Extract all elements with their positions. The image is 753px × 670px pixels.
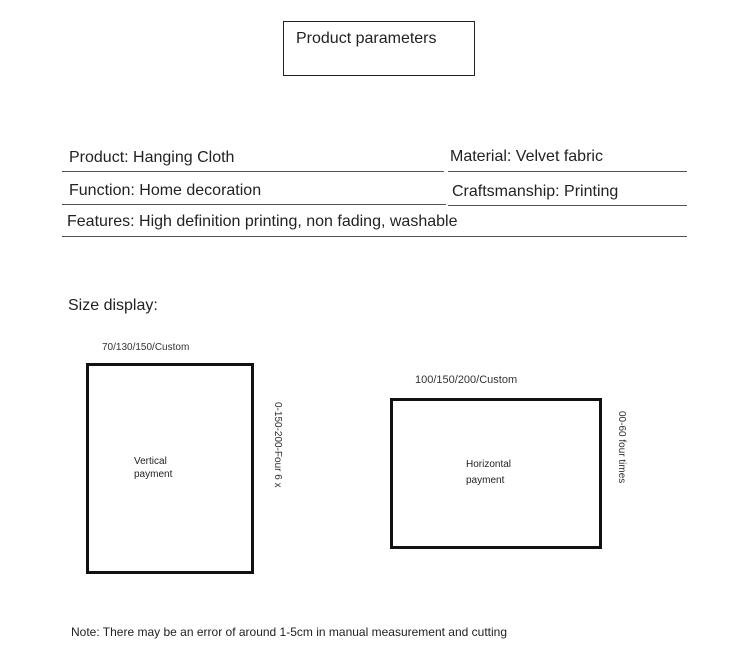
title-box [283,21,475,76]
vertical-panel [86,363,254,574]
param-function: Function: Home decoration [69,182,262,199]
vertical-panel-label: Vertical payment [134,456,173,480]
divider-material [448,171,687,172]
param-features: Features: High definition printing, non fading, washable [67,213,458,230]
horizontal-height-label: 00-60 four times [616,411,627,484]
param-craftsmanship: Craftsmanship: Printing [452,183,619,200]
horizontal-width-label: 100/150/200/Custom [415,374,518,386]
horizontal-panel [390,398,602,549]
param-material: Material: Velvet fabric [450,148,603,165]
divider-craftsmanship [448,205,687,206]
divider-features [62,236,687,237]
horizontal-panel-label: Horizontal payment [466,459,512,486]
page-title: Product parameters [296,30,437,47]
measurement-note: Note: There may be an error of around 1-5cm in manual measurement and cutting [71,625,508,639]
size-display-heading: Size display: [68,297,158,314]
vertical-width-label: 70/130/150/Custom [102,342,190,353]
divider-function [62,204,446,205]
vertical-height-label: 0-150-200-Four 6 x [272,402,283,488]
param-product: Product: Hanging Cloth [69,149,235,166]
divider-product [62,171,444,172]
